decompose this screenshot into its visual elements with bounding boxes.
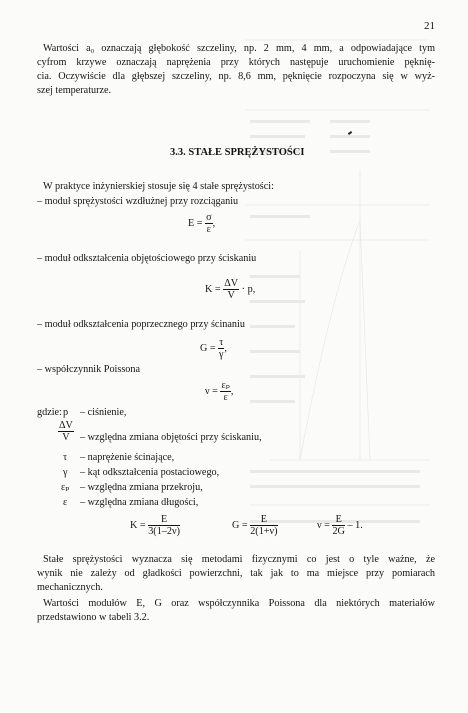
- legend-text: – kąt odkształcenia postaciowego,: [80, 467, 220, 478]
- formula-numerator: τ: [219, 337, 224, 348]
- legend-symbol: p: [63, 407, 69, 418]
- formula-numerator: E: [148, 514, 180, 526]
- constant-label: – moduł odkształcenia poprzecznego przy ścinaniu: [37, 319, 245, 330]
- formula-numerator: εₚ: [221, 380, 230, 391]
- formula-tail: ,: [224, 342, 227, 354]
- final-line: przedstawiono w tabeli 3.2.: [37, 612, 150, 623]
- relation-K: [130, 514, 180, 537]
- formula-numerator: ΔV: [224, 278, 239, 289]
- legend-text: – względna zmiana przekroju,: [80, 482, 203, 493]
- formula-denominator: γ: [219, 349, 224, 360]
- formula-denominator: V: [227, 290, 235, 301]
- formula-lhs: E =: [188, 217, 203, 229]
- legend-text: – ciśnienie,: [80, 407, 127, 418]
- formula-fraction: [250, 514, 277, 537]
- formula-denominator: ε: [223, 392, 228, 403]
- section-heading: 3.3. STAŁE SPRĘŻYSTOŚCI: [170, 147, 305, 158]
- formula-numerator: σ: [206, 212, 212, 223]
- legend-denominator: V: [62, 432, 70, 443]
- stray-mark: [348, 131, 352, 135]
- formula-lhs: ν =: [205, 385, 218, 397]
- legend-text: – naprężenie ścinające,: [80, 452, 175, 463]
- formula-numerator: E: [250, 514, 277, 526]
- lead-in: W praktyce inżynierskiej stosuje się 4 stałe sprężystości:: [43, 181, 274, 192]
- constant-label: – moduł odkształcenia objętościowego przy ściskaniu: [37, 253, 257, 264]
- legend-numerator: ΔV: [59, 420, 73, 431]
- formula-tail: ,: [230, 385, 234, 397]
- formula-lhs: G =: [232, 519, 248, 531]
- formula-fraction: [220, 380, 230, 403]
- formula-denominator: 2(1+ν): [250, 526, 278, 537]
- intro-line: cia. Oczywiście dla głębszej szczeliny, np. 8,6 mm, pęknięcie rozpoczyna się w wyż-: [37, 71, 435, 82]
- legend-text: – względna zmiana objętości przy ściskaniu,: [80, 432, 262, 443]
- legend-symbol: τ: [63, 452, 68, 463]
- formula-tail: – 1.: [347, 519, 363, 531]
- formula-fraction: [205, 212, 213, 235]
- legend-symbol: εₚ: [61, 482, 70, 493]
- intro-line: cyfrom krzywe oznaczają naprężenia przy których następuje uruchomienie pęknię-: [37, 57, 435, 68]
- formula-denominator: 3(1–2ν): [148, 526, 180, 537]
- legend-intro: gdzie:: [37, 407, 62, 418]
- closing-line: Stałe sprężystości wyznacza się metodami fizycznymi co jest o tyle ważne, że: [43, 554, 435, 565]
- legend-symbol: [58, 420, 74, 443]
- formula-young-modulus: [188, 212, 215, 235]
- relation-G: [232, 514, 278, 537]
- formula-lhs: K =: [130, 519, 146, 531]
- formula-fraction: [332, 514, 344, 537]
- legend-symbol: ε: [63, 497, 68, 508]
- constant-label: – moduł sprężystości wzdłużnej przy rozciąganiu: [37, 196, 239, 207]
- closing-line: wynik nie zależy od gładkości powierzchni, tak jak to ma miejsce przy pomiarach: [37, 568, 435, 579]
- legend-fraction: [58, 420, 74, 443]
- constant-label: – współczynnik Poissona: [37, 364, 141, 375]
- closing-line: mechanicznych.: [37, 582, 103, 593]
- formula-shear-modulus: [200, 337, 227, 360]
- formula-bulk-modulus: [205, 278, 255, 301]
- formula-denominator: ε: [206, 224, 211, 235]
- formula-tail: ,: [212, 217, 216, 229]
- intro-line: szej temperaturze.: [37, 85, 112, 96]
- formula-poisson-ratio: [205, 380, 233, 403]
- formula-fraction: [223, 278, 239, 301]
- formula-lhs: G =: [200, 342, 216, 354]
- legend-symbol: γ: [63, 467, 68, 478]
- formula-denominator: 2G: [332, 526, 345, 537]
- formula-lhs: ν =: [317, 519, 330, 531]
- formula-lhs: K =: [205, 283, 221, 295]
- relation-nu: [317, 514, 363, 537]
- page-number: 21: [424, 20, 435, 32]
- intro-line: Wartości a₀ oznaczają głębokość szczeliny, np. 2 mm, 4 mm, a odpowiadające tym: [43, 43, 435, 54]
- formula-tail: · p,: [241, 283, 256, 295]
- legend-text: – względna zmiana długości,: [80, 497, 199, 508]
- final-line: Wartości modułów E, G oraz współczynnika Poissona dla niektórych materiałów: [43, 598, 435, 609]
- formula-numerator: E: [332, 514, 344, 526]
- formula-fraction: [148, 514, 180, 537]
